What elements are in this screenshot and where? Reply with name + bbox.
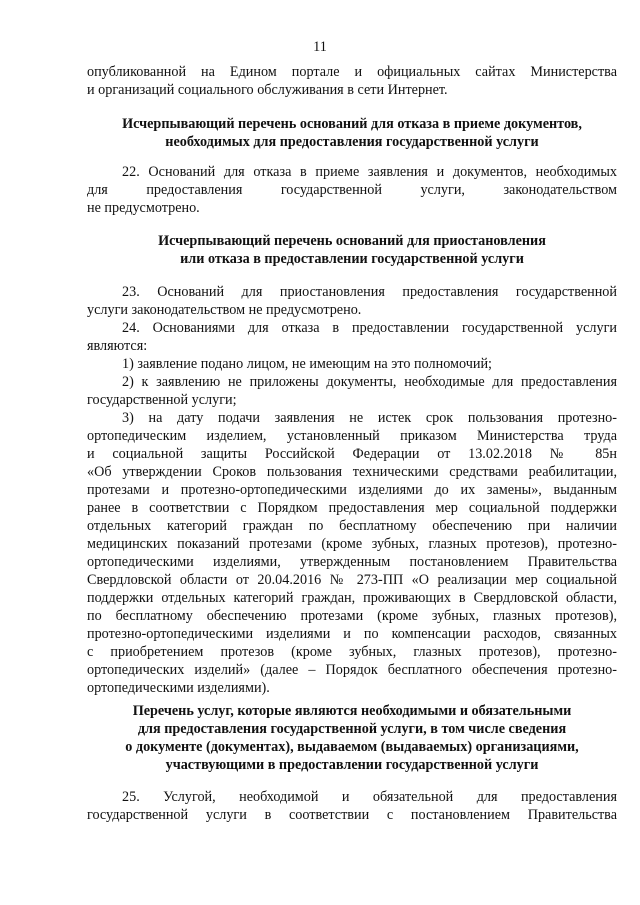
item-3-line-14: с приобретением протезов (кроме зубных, глазных протезов), протезно- bbox=[87, 644, 617, 660]
section-2-body bbox=[87, 283, 617, 697]
item-1: 1) заявление подано лицом, не имеющим на это полномочий; bbox=[122, 356, 492, 372]
item-3-line-13: протезно-ортопедическими изделиями и по компенсации расходов, связанных bbox=[87, 626, 617, 642]
item-3-line-3: и социальной защиты Российской Федерации от 13.02.2018 № 85н bbox=[87, 446, 617, 462]
paragraph-23-line-1: 23. Оснований для приостановления предоставления государственной bbox=[122, 284, 617, 300]
item-3-line-6: ранее в соответствии с Порядком предоставления мер социальной поддержки bbox=[87, 500, 617, 516]
paragraph-25-line-2: государственной услуги в соответствии с постановлением Правительства bbox=[87, 807, 617, 823]
section-1-heading bbox=[87, 115, 617, 151]
page-number: 11 bbox=[313, 39, 327, 55]
paragraph-22-line-1: 22. Оснований для отказа в приеме заявления и документов, необходимых bbox=[122, 164, 617, 180]
paragraph-25 bbox=[87, 788, 617, 824]
paragraph-22-line-2: для предоставления государственной услуги, законодательством bbox=[87, 182, 617, 198]
item-3-line-4: «Об утверждении Сроков пользования техническими средствами реабилитации, bbox=[87, 464, 617, 480]
item-3-line-1: 3) на дату подачи заявления не истек срок пользования протезно- bbox=[122, 410, 617, 426]
item-3-line-7: отдельных категорий граждан по бесплатному обеспечению при наличии bbox=[87, 518, 617, 534]
intro-line-2: и организаций социального обслуживания в сети Интернет. bbox=[87, 82, 448, 98]
section-2-heading-line-2: или отказа в предоставлении государственной услуги bbox=[180, 251, 524, 267]
item-3-line-15: ортопедических изделий» (далее – Порядок бесплатного обеспечения протезно- bbox=[87, 662, 617, 678]
paragraph-25-line-1: 25. Услугой, необходимой и обязательной для предоставления bbox=[122, 789, 617, 805]
section-3-heading-line-1: Перечень услуг, которые являются необходимыми и обязательными bbox=[132, 703, 572, 719]
section-3-heading-line-3: о документе (документах), выдаваемом (выдаваемых) организациями, bbox=[125, 739, 579, 755]
item-3-line-12: по бесплатному обеспечению протезами (кроме зубных, глазных протезов), bbox=[87, 608, 617, 624]
section-1-heading-line-1: Исчерпывающий перечень оснований для отказа в приеме документов, bbox=[122, 116, 582, 132]
paragraph-22-line-3: не предусмотрено. bbox=[87, 200, 200, 216]
paragraph-23-line-2: услуги законодательством не предусмотрено. bbox=[87, 302, 362, 318]
paragraph-22 bbox=[87, 163, 617, 217]
intro-line-1: опубликованной на Едином портале и официальных сайтах Министерства bbox=[87, 64, 617, 80]
item-3-line-11: поддержки отдельных категорий граждан, проживающих в Свердловской области, bbox=[87, 590, 617, 606]
item-3-line-8: медицинских показаний протезами (кроме зубных, глазных протезов), протезно- bbox=[87, 536, 617, 552]
paragraph-24-line-1: 24. Основаниями для отказа в предоставлении государственной услуги bbox=[122, 320, 617, 336]
section-3-heading-line-2: для предоставления государственной услуги, в том числе сведения bbox=[137, 721, 567, 737]
item-2-line-2: государственной услуги; bbox=[87, 392, 237, 408]
intro-paragraph bbox=[87, 63, 617, 99]
item-3-line-9: ортопедическими изделиями, утвержденным постановлением Правительства bbox=[87, 554, 617, 570]
item-3-line-2: ортопедическим изделием, установленный приказом Министерства труда bbox=[87, 428, 617, 444]
item-3-line-5: протезами и протезно-ортопедическими изделиями до их замены», выданным bbox=[87, 482, 617, 498]
item-3-line-10: Свердловской области от 20.04.2016 № 273-ПП «О реализации мер социальной bbox=[87, 572, 617, 588]
section-1-heading-line-2: необходимых для предоставления государственной услуги bbox=[165, 134, 539, 150]
item-2-line-1: 2) к заявлению не приложены документы, необходимые для предоставления bbox=[122, 374, 617, 390]
section-3-heading-line-4: участвующими в предоставлении государственной услуги bbox=[165, 757, 539, 773]
section-3-heading bbox=[87, 702, 617, 774]
section-2-heading bbox=[87, 232, 617, 268]
paragraph-24-line-2: являются: bbox=[87, 338, 148, 354]
item-3-line-16: ортопедическими изделиями). bbox=[87, 680, 270, 696]
section-2-heading-line-1: Исчерпывающий перечень оснований для приостановления bbox=[158, 233, 546, 249]
